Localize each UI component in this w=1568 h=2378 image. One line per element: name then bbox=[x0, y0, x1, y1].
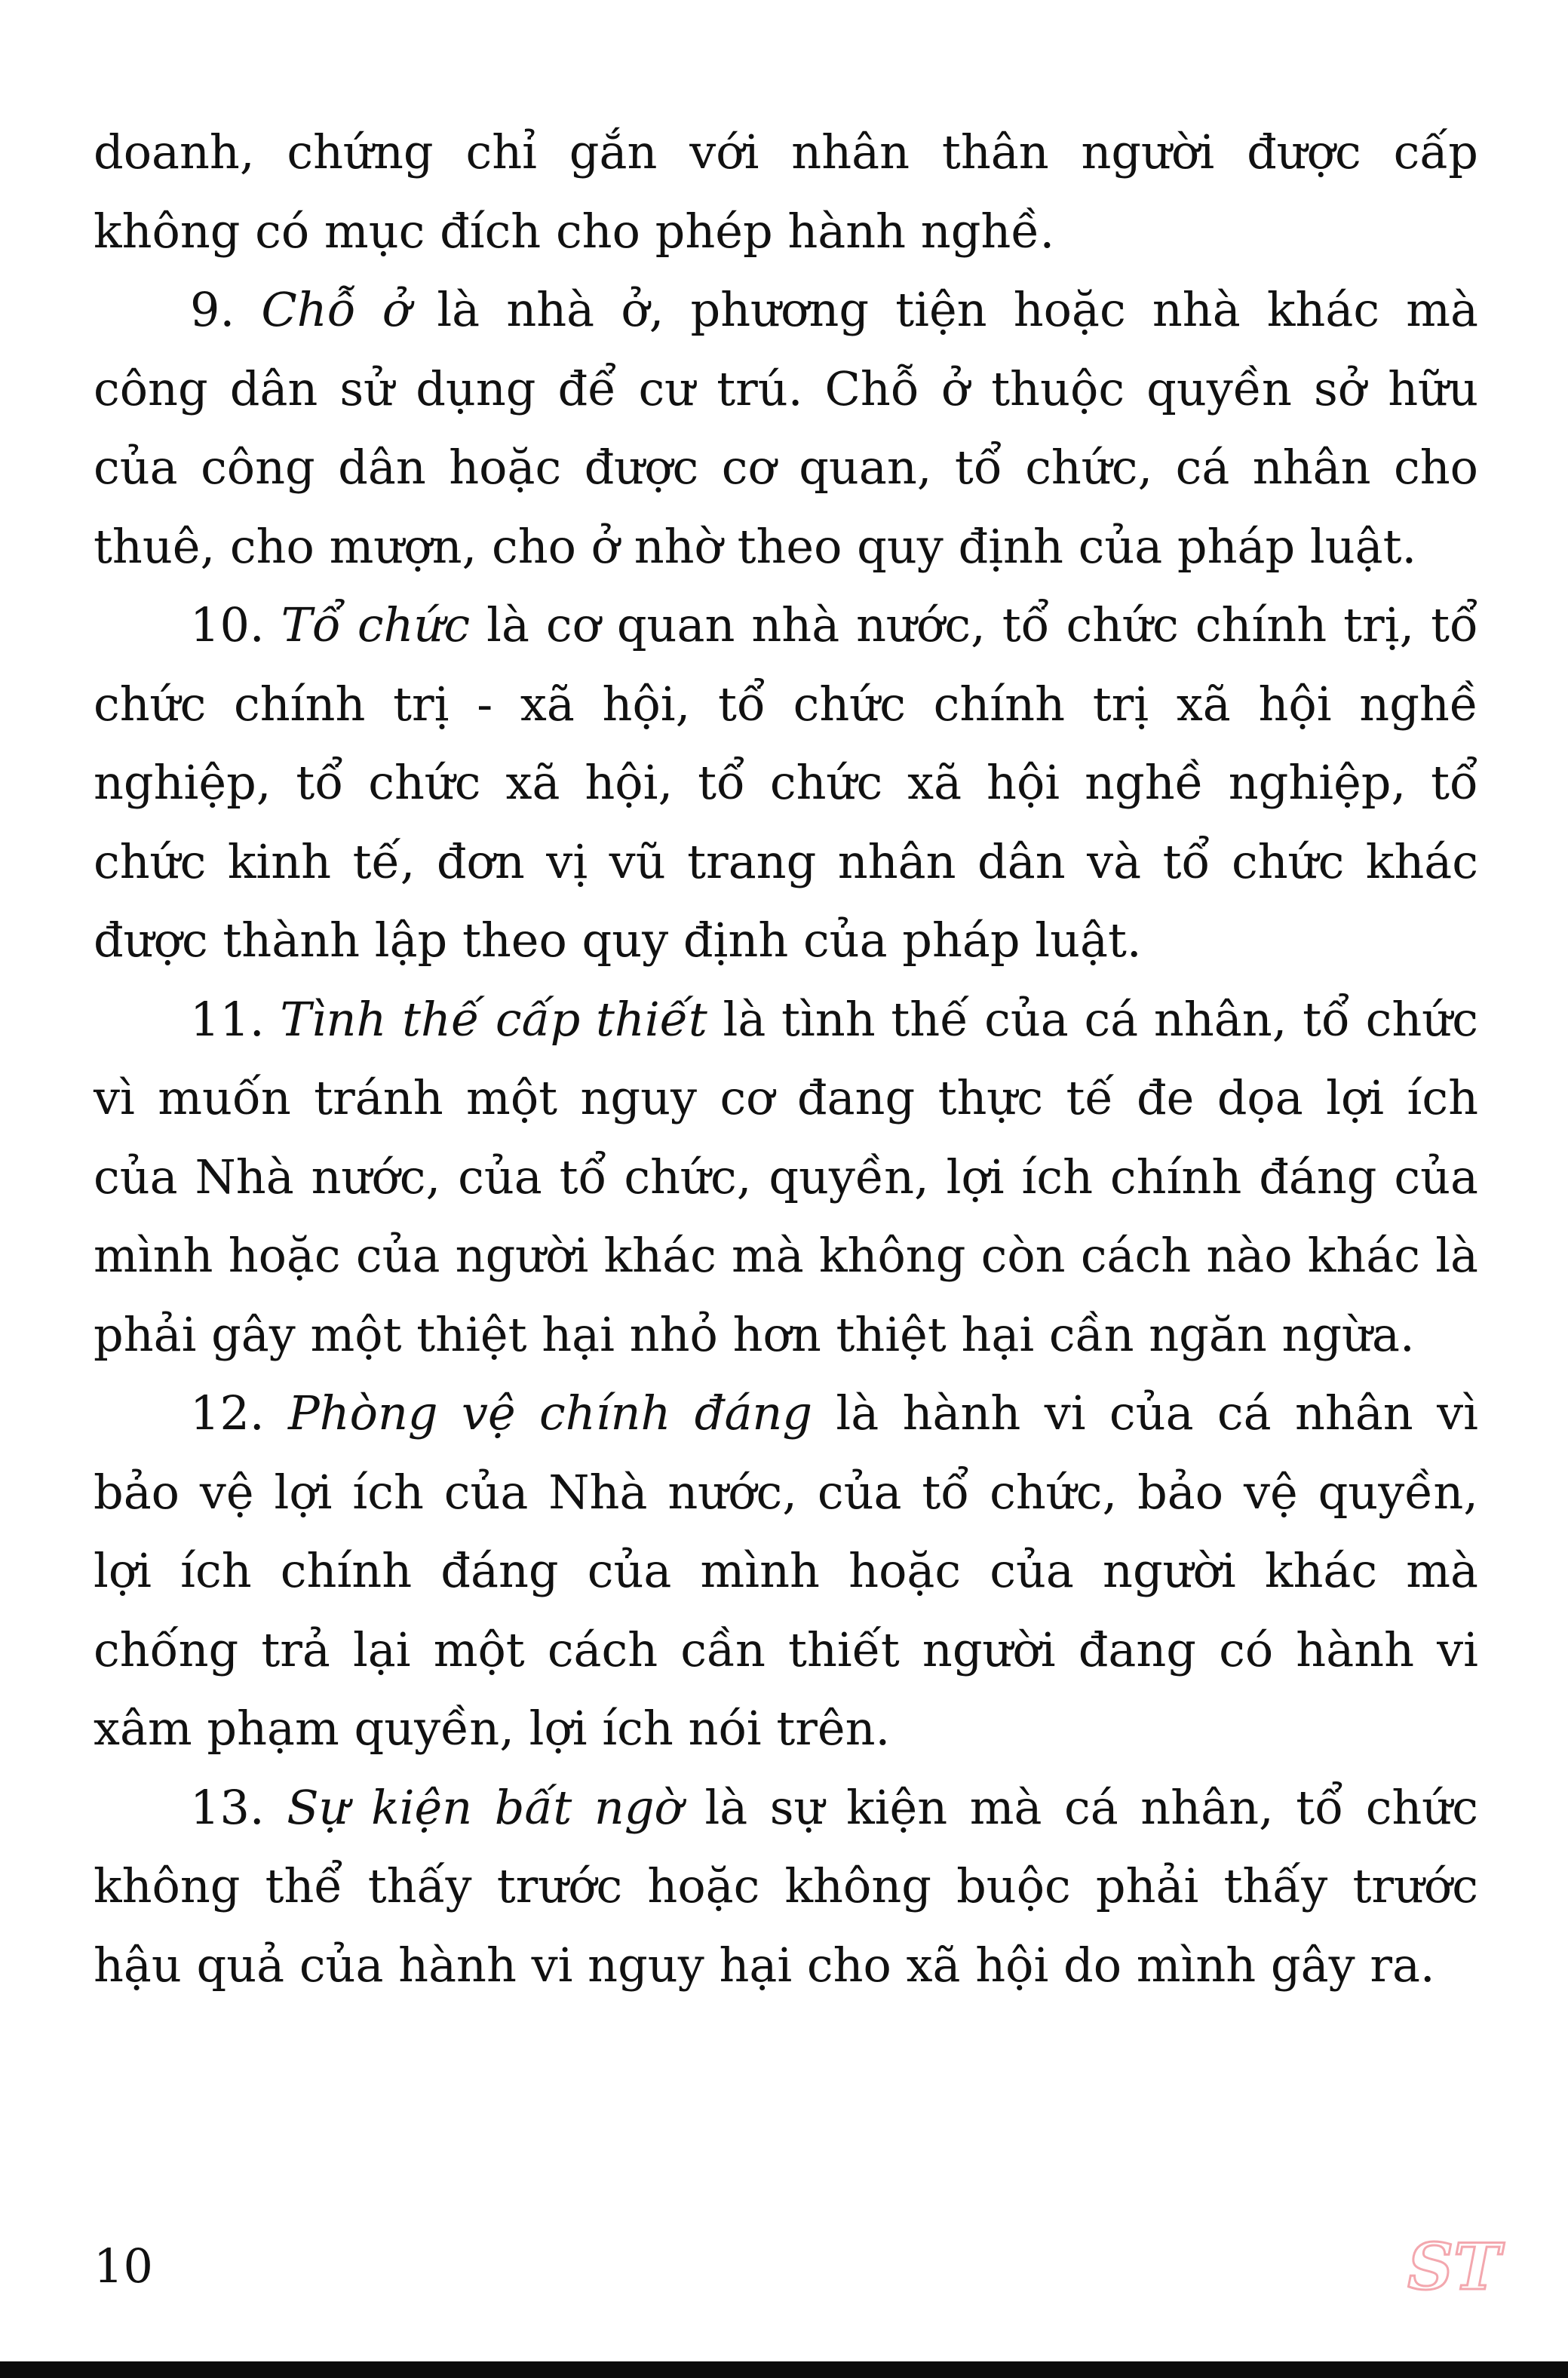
paragraph-number: 12. bbox=[190, 1385, 265, 1441]
paragraph-definition-10 bbox=[94, 586, 1478, 980]
publisher-logo-text: ST bbox=[1407, 2229, 1501, 2304]
paragraph-text: là hành vi của cá nhân vì bảo vệ lợi ích của Nhà nước, của tổ chức, bảo vệ quyền, lợi ích chính đáng của mình hoặc của người khác mà chống trả lại một cách cần thiết người đang có hành vi xâm phạm quyền, lợi ích nói trên. bbox=[94, 1385, 1478, 1756]
paragraph-definition-9 bbox=[94, 271, 1478, 586]
paragraph-number: 13. bbox=[190, 1779, 265, 1835]
paragraph-definition-13 bbox=[94, 1769, 1478, 2005]
paragraph-text: là cơ quan nhà nước, tổ chức chính trị, tổ chức chính trị - xã hội, tổ chức chính trị xã hội nghề nghiệp, tổ chức xã hội, tổ chức xã hội nghề nghiệp, tổ chức kinh tế, đơn vị vũ trang nhân dân và tổ chức khác được thành lập theo quy định của pháp luật. bbox=[94, 597, 1478, 968]
defined-term: Chỗ ở bbox=[261, 282, 411, 337]
paragraph-number: 10. bbox=[190, 597, 265, 652]
paragraph-continuation bbox=[94, 113, 1478, 271]
defined-term: Sự kiện bất ngờ bbox=[287, 1779, 683, 1835]
body-text bbox=[94, 113, 1478, 2005]
paragraph-text: doanh, chứng chỉ gắn với nhân thân người được cấp không có mục đích cho phép hành nghề. bbox=[94, 124, 1478, 259]
paragraph-number: 11. bbox=[190, 991, 265, 1047]
paragraph-text: là tình thế của cá nhân, tổ chức vì muốn tránh một nguy cơ đang thực tế đe dọa lợi ích của Nhà nước, của tổ chức, quyền, lợi ích chính đáng của mình hoặc của người khác mà không còn cách nào khác là phải gây một thiệt hại nhỏ hơn thiệt hại cần ngăn ngừa. bbox=[94, 991, 1478, 1362]
paragraph-text: là nhà ở, phương tiện hoặc nhà khác mà công dân sử dụng để cư trú. Chỗ ở thuộc quyền sở hữu của công dân hoặc được cơ quan, tổ chức, cá nhân cho thuê, cho mượn, cho ở nhờ theo quy định của pháp luật. bbox=[94, 282, 1478, 574]
paragraph-number: 9. bbox=[190, 282, 235, 337]
paragraph-definition-11 bbox=[94, 980, 1478, 1375]
defined-term: Phòng vệ chính đáng bbox=[287, 1385, 813, 1441]
defined-term: Tình thế cấp thiết bbox=[280, 991, 707, 1047]
page-number: 10 bbox=[94, 2238, 153, 2294]
paragraph-text: là sự kiện mà cá nhân, tổ chức không thể thấy trước hoặc không buộc phải thấy trước hậu quả của hành vi nguy hại cho xã hội do mình gây ra. bbox=[94, 1779, 1479, 1993]
defined-term: Tổ chức bbox=[281, 597, 471, 652]
publisher-logo-icon bbox=[1407, 2229, 1501, 2304]
paragraph-definition-12 bbox=[94, 1374, 1478, 1769]
bottom-edge-bar bbox=[0, 2361, 1568, 2378]
